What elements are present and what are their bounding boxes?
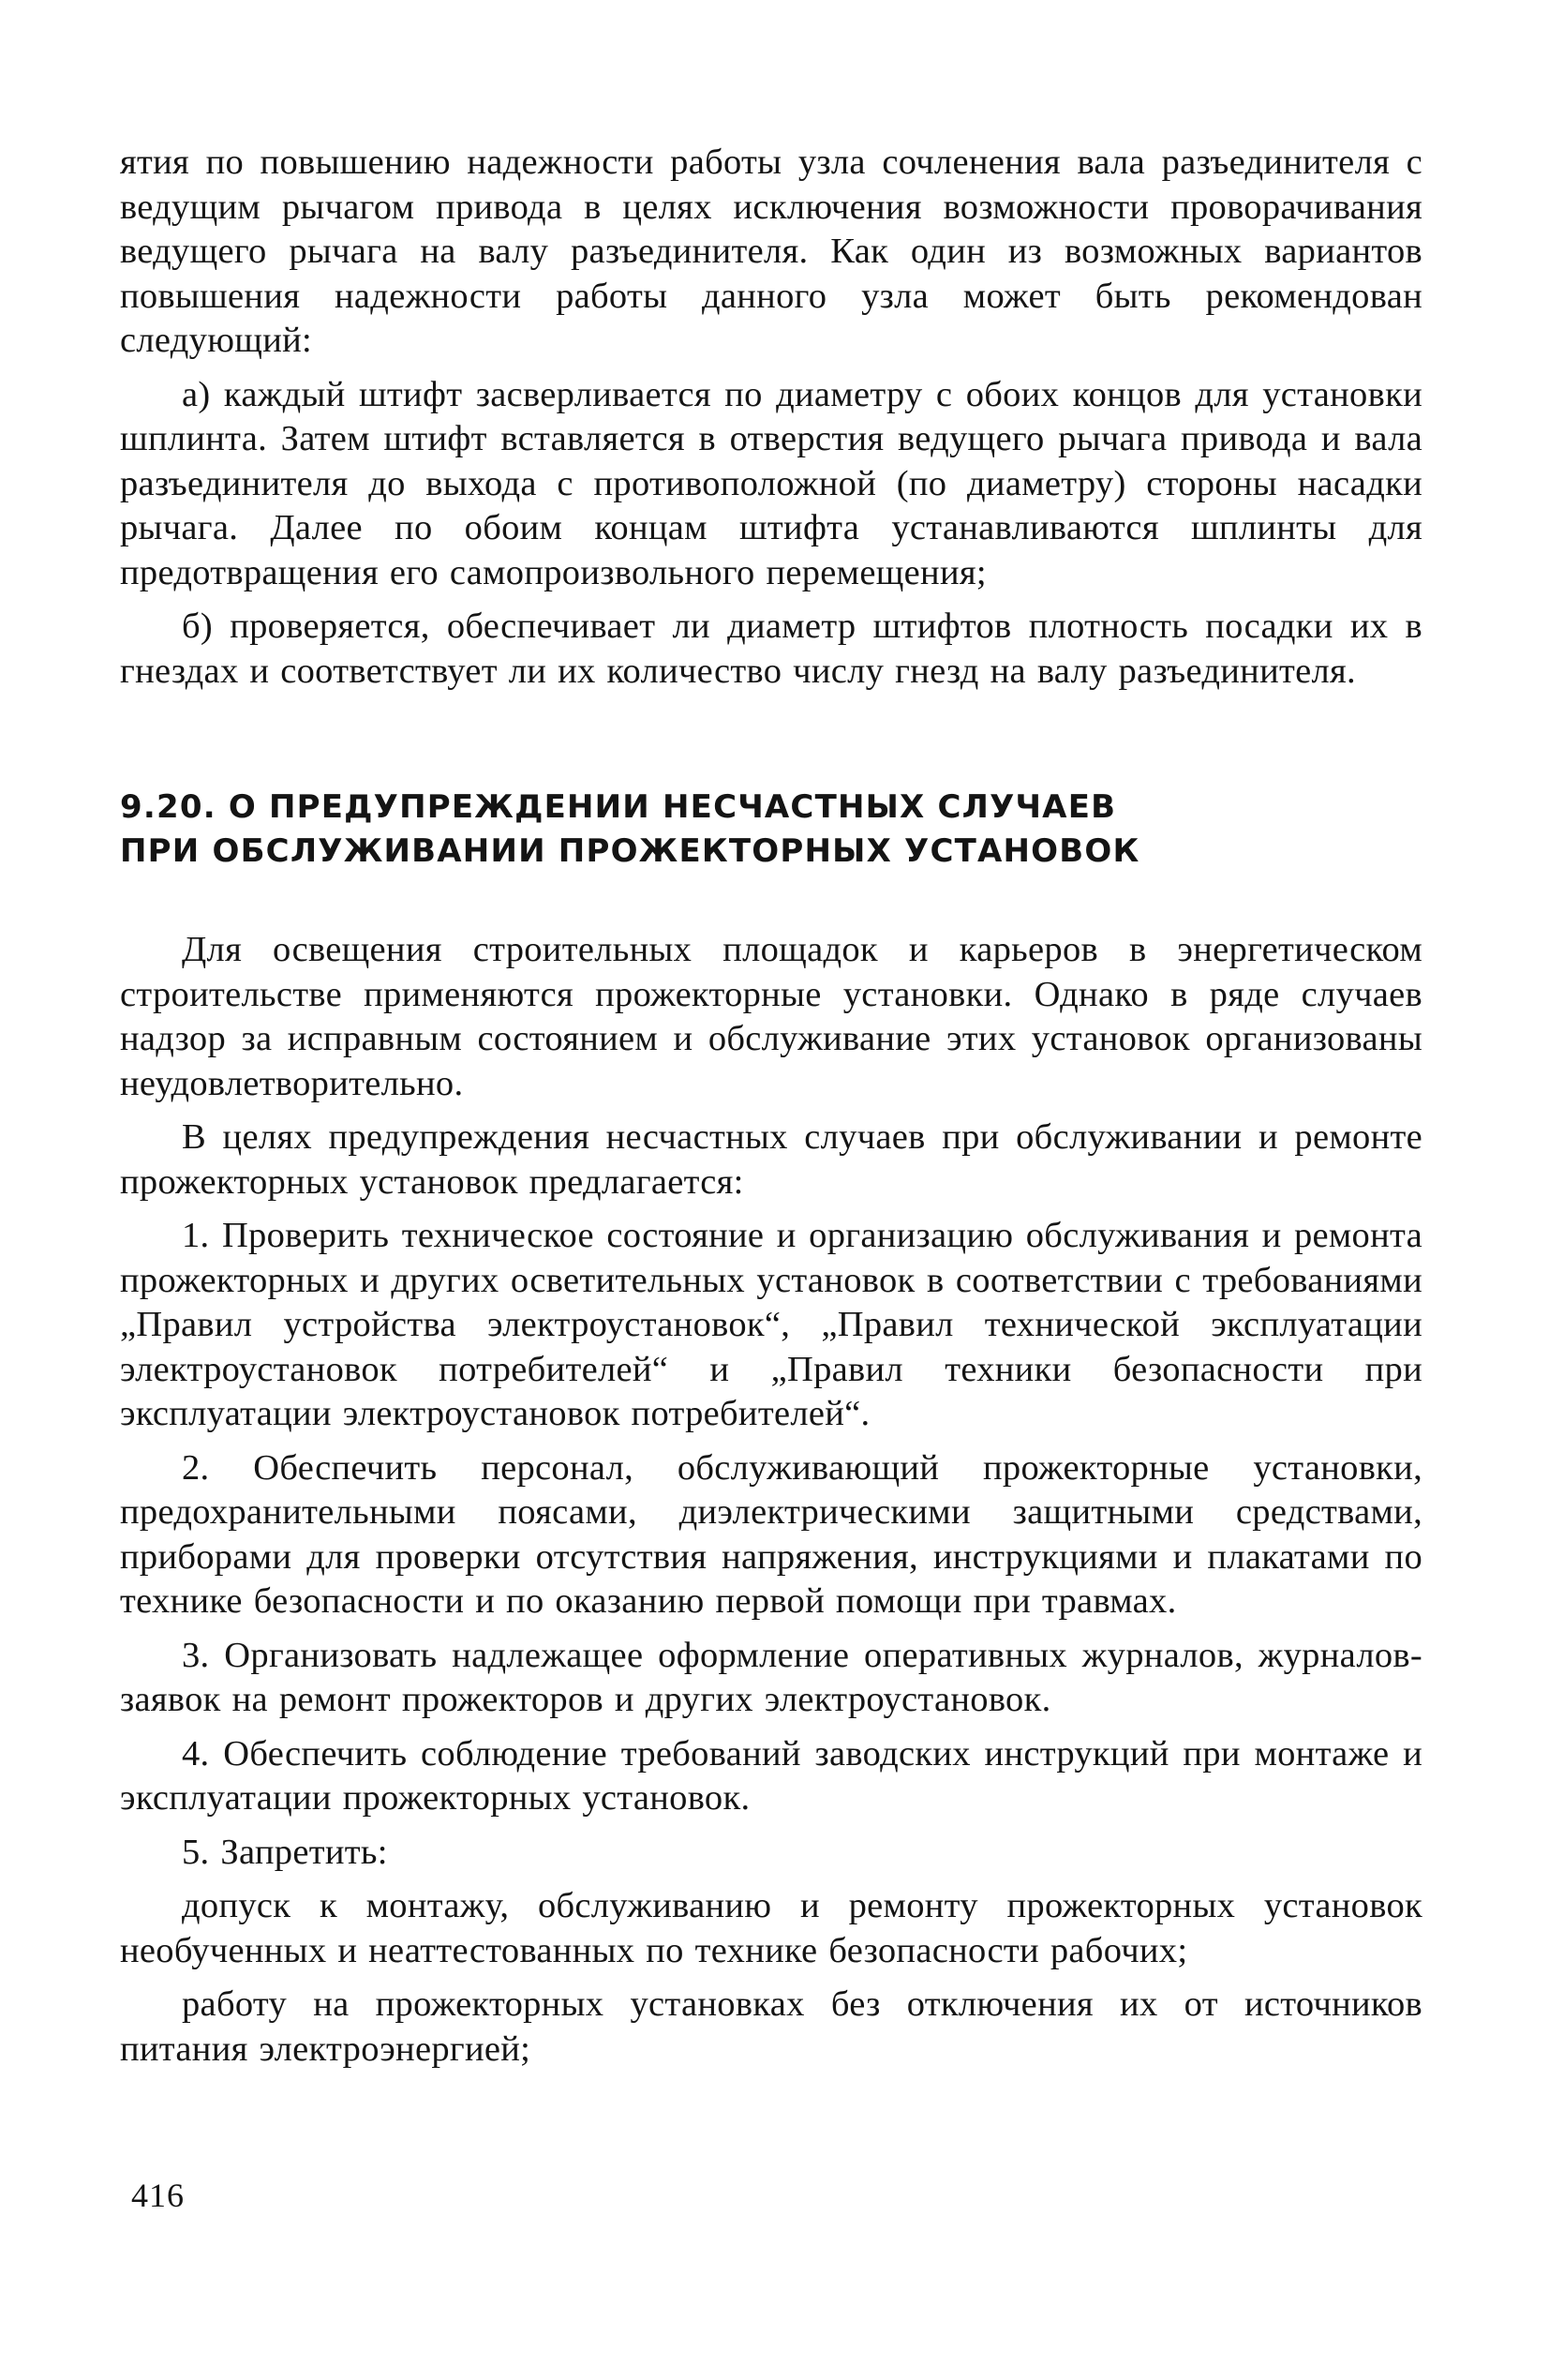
section-heading-line-2: ПРИ ОБСЛУЖИВАНИИ ПРОЖЕКТОРНЫХ УСТАНОВОК (120, 832, 1140, 870)
list-item-3: 3. Организовать надлежащее оформление оперативных журналов, журналов-заявок на ремонт прожекторов и других электроустановок. (120, 1635, 1422, 1719)
paragraph-item-a: а) каждый штифт засверливается по диаметру с обоих концов для установки шплинта. Затем штифт вставляется в отверстия ведущего рычага привода и вала разъединителя до выхода с противоположной (по диаметру) стороны насадки рычага. Далее по обоим концам штифта устанавливаются шплинты для предотвращения его самопроизвольного перемещения; (120, 374, 1422, 592)
page-content (120, 141, 1422, 2072)
list-item-1: 1. Проверить техническое состояние и организацию обслуживания и ремонта прожекторных и других осветительных установок в соответствии с требованиями „Правил устройства электроустановок“, „Правил технической эксплуатации электроустановок потребителей“ и „Правил техники безопасности при эксплуатации электроустановок потребителей“. (120, 1216, 1422, 1433)
section-heading-line-1: 9.20. О ПРЕДУПРЕЖДЕНИИ НЕСЧАСТНЫХ СЛУЧАЕВ (120, 788, 1117, 826)
paragraph-intro: ятия по повышению надежности работы узла сочленения вала разъединителя с ведущим рычагом привода в целях исключения возможности проворачивания ведущего рычага на валу разъединителя. Как один из возможных вариантов повышения надежности работы данного узла может быть рекомендован следующий: (120, 142, 1422, 360)
section-heading (120, 786, 1422, 874)
list-item-5-sub-2: работу на прожекторных установках без отключения их от источников питания электроэнергией; (120, 1984, 1422, 2069)
paragraph-item-b: б) проверяется, обеспечивает ли диаметр штифтов плотность посадки их в гнездах и соответствует ли их количество числу гнезд на валу разъединителя. (120, 606, 1422, 691)
paragraph-section-intro: Для освещения строительных площадок и карьеров в энергетическом строительстве применяются прожекторные установки. Однако в ряде случаев надзор за исправным состоянием и обслуживание этих установок организованы неудовлетворительно. (120, 930, 1422, 1103)
list-item-2: 2. Обеспечить персонал, обслуживающий прожекторные установки, предохранительными поясами, диэлектрическими защитными средствами, приборами для проверки отсутствия напряжения, инструкциями и плакатами по технике безопасности и по оказанию первой помощи при травмах. (120, 1447, 1422, 1621)
page-number: 416 (131, 2177, 185, 2214)
list-item-5: 5. Запретить: (182, 1832, 388, 1872)
paragraph-section-proposal: В целях предупреждения несчастных случаев при обслуживании и ремонте прожекторных установок предлагается: (120, 1117, 1422, 1202)
list-item-5-sub-1: допуск к монтажу, обслуживанию и ремонту прожекторных установок необученных и неаттестованных по технике безопасности рабочих; (120, 1886, 1422, 1970)
list-item-4: 4. Обеспечить соблюдение требований заводских инструкций при монтаже и эксплуатации прожекторных установок. (120, 1733, 1422, 1818)
